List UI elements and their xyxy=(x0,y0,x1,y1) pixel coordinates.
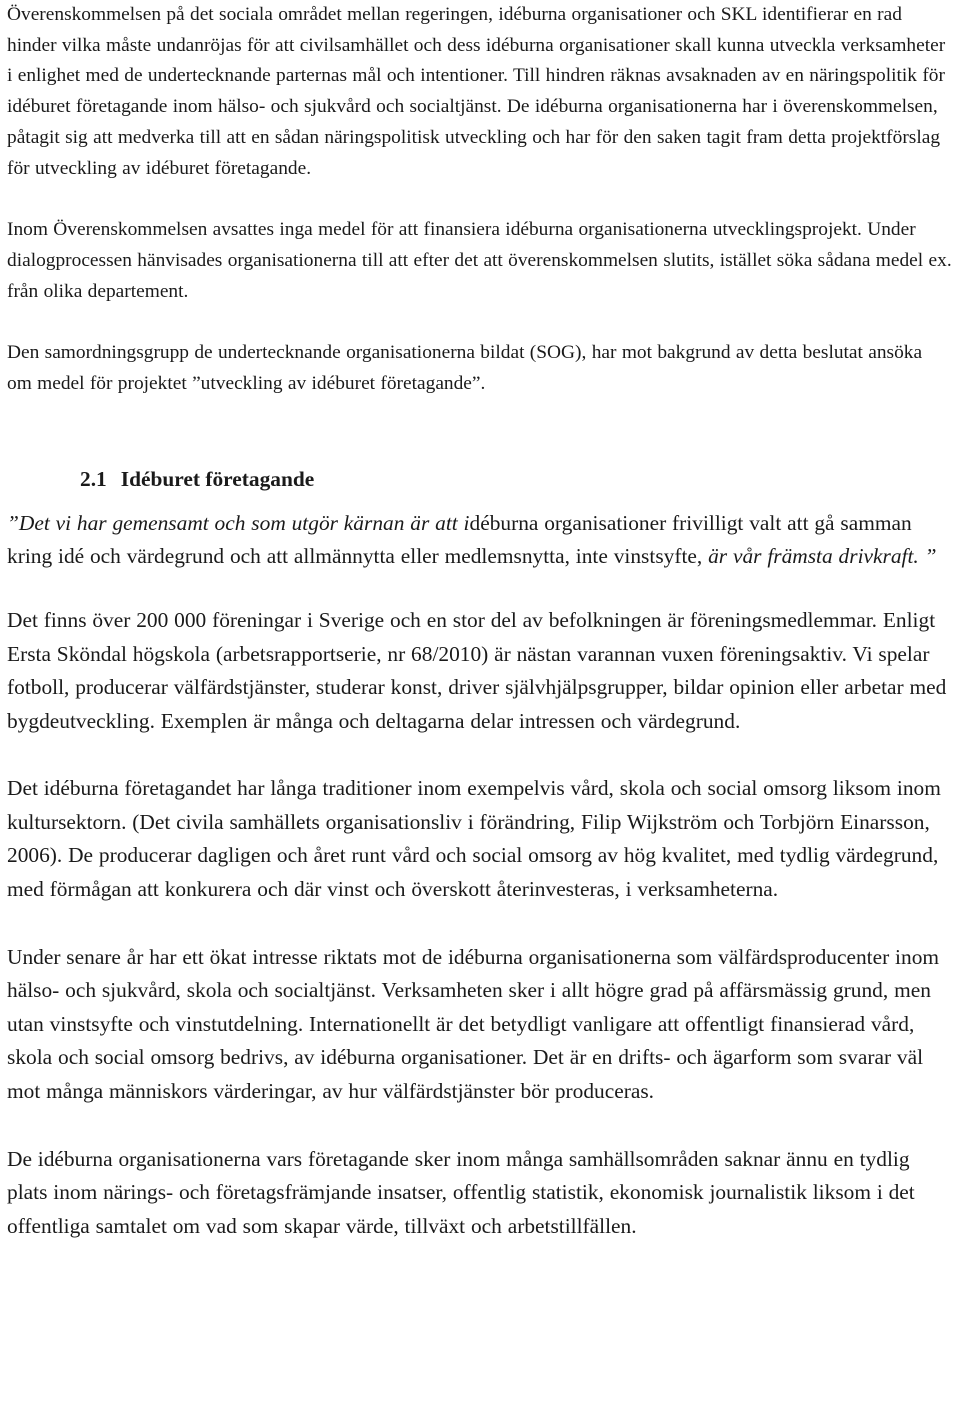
intro-paragraph-3: Den samordningsgrupp de undertecknande organisationerna bildat (SOG), har mot bakgrund av detta beslutat ansöka om medel för projektet ”utveckling av idéburet företagande”. xyxy=(7,342,923,395)
section-heading xyxy=(80,465,952,493)
body-paragraph-3: Under senare år har ett ökat intresse riktats mot de idéburna organisationerna som välfärdsproducenter inom hälso- och sjukvård, skola och socialtjänst. Verksamheten sker i allt högre grad på affärsmässig grund, men utan vinstsyfte och vinstutdelning. Internationellt är det betydligt vanligare att offentligt finansierad vård, skola och social omsorg bedrivs, av idéburna organisationer. Det är en drifts- och ägarform som svarar väl mot många människors värderingar, av hur välfärdstjänster bör produceras. xyxy=(7,944,940,1104)
quote-regular-middle: déburna organisationer frivilligt valt att gå samman kring idé och värdegrund och att allmännytta eller medlemsnytta, inte vinstsyfte, xyxy=(7,510,912,569)
section-number: 2.1 xyxy=(80,466,107,491)
body-paragraph-4: De idéburna organisationerna vars företagande sker inom många samhällsområden saknar ännu en tydlig plats inom närings- och företagsfrämjande insatser, offentlig statistik, ekonomisk journalistik liksom i det offentliga samtalet om vad som skapar värde, tillväxt och arbetstillfällen. xyxy=(7,1146,915,1238)
quote-italic-start: ”Det vi har gemensamt och som utgör kärnan är att i xyxy=(7,510,470,535)
quote-paragraph xyxy=(7,507,952,574)
intro-paragraph-1: Överenskommelsen på det sociala området mellan regeringen, idéburna organisationer och SKL identifierar en rad hinder vilka måste undanröjas för att civilsamhället och dess idéburna organisationer skall kunna utveckla verksamheter i enlighet med de undertecknande parternas mål och intentioner. Till hindren räknas avsaknaden av en näringspolitik för idéburet företagande inom hälso- och sjukvård och socialtjänst. De idéburna organisationerna har i överenskommelsen, påtagit sig att medverka till att en sådan näringspolitisk utveckling och har för den saken tagit fram detta projektförslag för utveckling av idéburet företagande. xyxy=(7,4,946,179)
body-paragraph-2: Det idéburna företagandet har långa traditioner inom exempelvis vård, skola och social omsorg liksom inom kultursektorn. (Det civila samhällets organisationsliv i förändring, Filip Wijkström och Torbjörn Einarsson, 2006). De producerar dagligen och året runt vård och social omsorg av hög kvalitet, med tydlig värdegrund, med förmågan att konkurera och där vinst och överskott återinvesteras, i verksamheterna. xyxy=(7,776,941,902)
body-paragraph-1: Det finns över 200 000 föreningar i Sverige och en stor del av befolkningen är föreningsmedlemmar. Enligt Ersta Sköndal högskola (arbetsrapportserie, nr 68/2010) är nästan varannan vuxen föreningsaktiv. Vi spelar fotboll, producerar välfärdstjänster, studerar konst, driver självhjälpsgrupper, bildar opinion eller arbetar med bygdeutveckling. Exemplen är många och deltagarna delar intressen och värdegrund. xyxy=(7,607,947,733)
quote-italic-end: är vår främsta drivkraft. ” xyxy=(702,544,937,569)
intro-paragraph-2: Inom Överenskommelsen avsattes inga medel för att finansiera idéburna organisationerna utvecklingsprojekt. Under dialogprocessen hänvisades organisationerna till att efter det att överenskommelsen slutits, istället söka sådana medel ex. från olika departement. xyxy=(7,219,952,302)
section-title: Idéburet företagande xyxy=(120,466,315,491)
